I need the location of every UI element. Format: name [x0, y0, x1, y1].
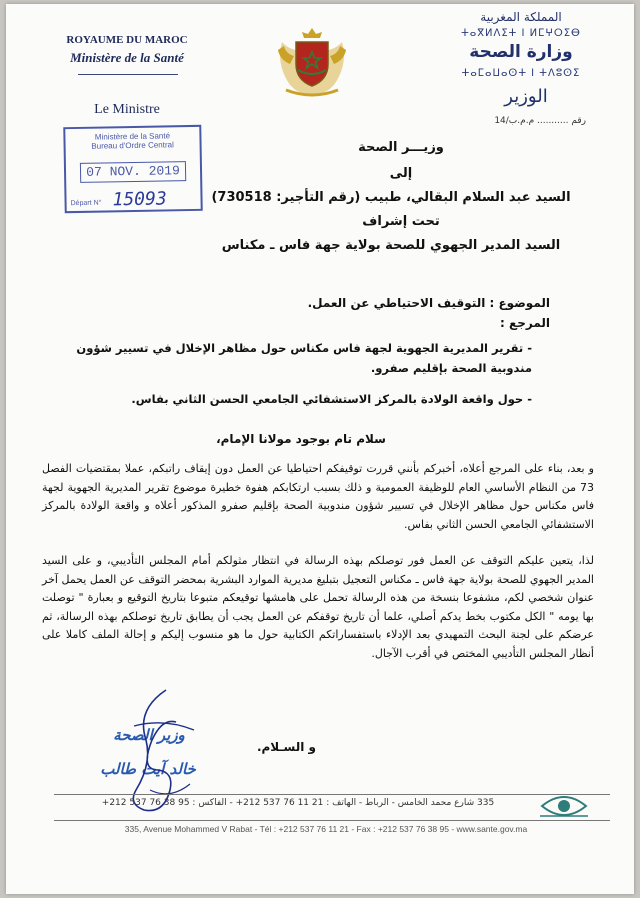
stamp-date: 07 NOV. 2019	[80, 161, 186, 183]
reference-number: رقم ........... م.م.ب/14	[494, 116, 586, 126]
ar-minister: الوزير	[504, 86, 548, 107]
stamp-number: 15093	[112, 188, 167, 211]
stamp-line-2: Bureau d'Ordre Central	[91, 140, 174, 151]
via-line: تحت إشراف	[362, 214, 440, 229]
recipient-line: السيد عبد السلام البقالي، طبيب (رقم التأجير: 730518)	[211, 190, 571, 205]
signature-title: وزير الصحة	[113, 726, 185, 744]
greeting: سلام تام بوجود مولانا الإمام،	[216, 432, 386, 446]
sender-line: وزيـــر الصحة	[358, 140, 444, 155]
ar-kingdom: المملكة المغربية	[480, 10, 562, 24]
signature-name: خالد آيت طالب	[100, 760, 196, 778]
body-paragraph-1-text: و بعد، بناء على المرجع أعلاه، أخبركم بأنني قررت توقيفكم احتياطيا عن العمل دون إيقاف راتبكم، عملا بمقتضيات الفصل 73 من النظام الأساسي العام للوظيفة العمومية و ذلك بسبب ارتكابكم هفوة خطيرة موضوع تقرير المديرية الجهوية لجهة فاس مكناس حول مظاهر الإخلال في تسيير شؤون مندوبية الصحة بإقليم صفرو المذكور أعلاه و واقعة الولادة بالمركز الاستشفائي الجامعي الحسن الثاني بفاس.	[42, 462, 594, 531]
handwritten-signature-icon	[106, 686, 216, 816]
bullet-icon: -	[523, 392, 532, 406]
footer-divider-bottom	[54, 820, 610, 821]
to-line: إلى	[389, 166, 413, 181]
reference-value: م.م.ب/14	[494, 116, 535, 126]
body-paragraph-2	[42, 552, 594, 663]
subject-line: الموضوع : التوقيف الاحتياطي عن العمل.	[307, 296, 550, 310]
footer-french-address: 335, Avenue Mohammed V Rabat - Tél : +212 537 76 11 21 - Fax : +212 537 76 38 95 - www.sante.gov.ma	[124, 824, 528, 834]
letter-page	[6, 4, 634, 894]
bullet-icon: -	[523, 341, 532, 355]
body-paragraph-2-text: لذا، يتعين عليكم التوقف عن العمل فور توصلكم بهذه الرسالة في انتظار مثولكم أمام المجلس التأديبي، و على السيد المدير الجهوي للصحة بولاية جهة فاس ـ مكناس التعجيل بتبليغ مديرية الموارد البشرية بمحضر التوقف عن العمل يحمل آخر عنوان شخصي لكم، مشفوعا بنسخة من هذه الرسالة تحمل على هامشها توقيعكم متبوعا بتاريخ التوقيع و بعبارة " توصلت بها يومه " الكل مكتوب بخط يدكم أصلي، علما أن تاريخ توقفكم عن العمل يجب أن يطابق تاريخ توصلكم بهذه الرسالة، ثم عرضكم على لجنة البحث التمهيدي بعد الإدلاء باستفساراتكم الكتابية حول ما هو منسوب إليكم و إحالة الملف كاملا على أنظار المجلس التأديبي المختص في أقرب الآجال.	[42, 554, 594, 660]
stamp-depart-label: Départ N°	[70, 199, 102, 208]
fr-minister: Le Ministre	[94, 102, 160, 117]
supervisor-line: السيد المدير الجهوي للصحة بولاية جهة فاس ـ مكناس	[221, 238, 561, 253]
central-office-stamp	[63, 125, 202, 213]
reference-label: رقم	[571, 116, 586, 126]
body-paragraph-1	[42, 460, 594, 534]
reference-item-2	[46, 392, 532, 406]
ar-ministry: وزارة الصحة	[469, 42, 573, 62]
closing-line: و السـلام.	[256, 740, 316, 754]
tifinagh-kingdom: ⵜⴰⴳⵍⴷⵉⵜ ⵏ ⵍⵎⵖⵔⵉⴱ	[461, 28, 581, 39]
reference-item-2-text: حول واقعة الولادة بالمركز الاستشفائي الجامعي الحسن الثاني بفاس.	[131, 392, 524, 406]
footer-divider-top	[54, 794, 610, 795]
footer-arabic-address: 335 شارع محمد الخامس - الرباط - الهاتف : 21 11 76 537 212+ - الفاكس : 95 38 76 537 212+	[101, 798, 495, 808]
reference-item-1	[46, 338, 532, 378]
reference-item-1-text: تقرير المديرية الجهوية لجهة فاس مكناس حول مظاهر الإخلال في تسيير شؤون مندوبية الصحة بإقليم صفرو.	[76, 341, 532, 375]
references-label: المرجع :	[500, 316, 550, 330]
fr-ministry: Ministère de la Santé	[70, 50, 184, 65]
fr-kingdom: ROYAUME DU MAROC	[66, 34, 188, 46]
stamp-line-1: Ministère de la Santé	[94, 131, 171, 142]
tifinagh-ministry: ⵜⴰⵎⴰⵡⴰⵙⵜ ⵏ ⵜⴷⵓⵙⵉ	[461, 68, 581, 79]
header-divider	[78, 74, 178, 75]
health-ministry-logo-icon	[538, 790, 590, 820]
moroccan-coat-of-arms-icon	[272, 24, 352, 100]
